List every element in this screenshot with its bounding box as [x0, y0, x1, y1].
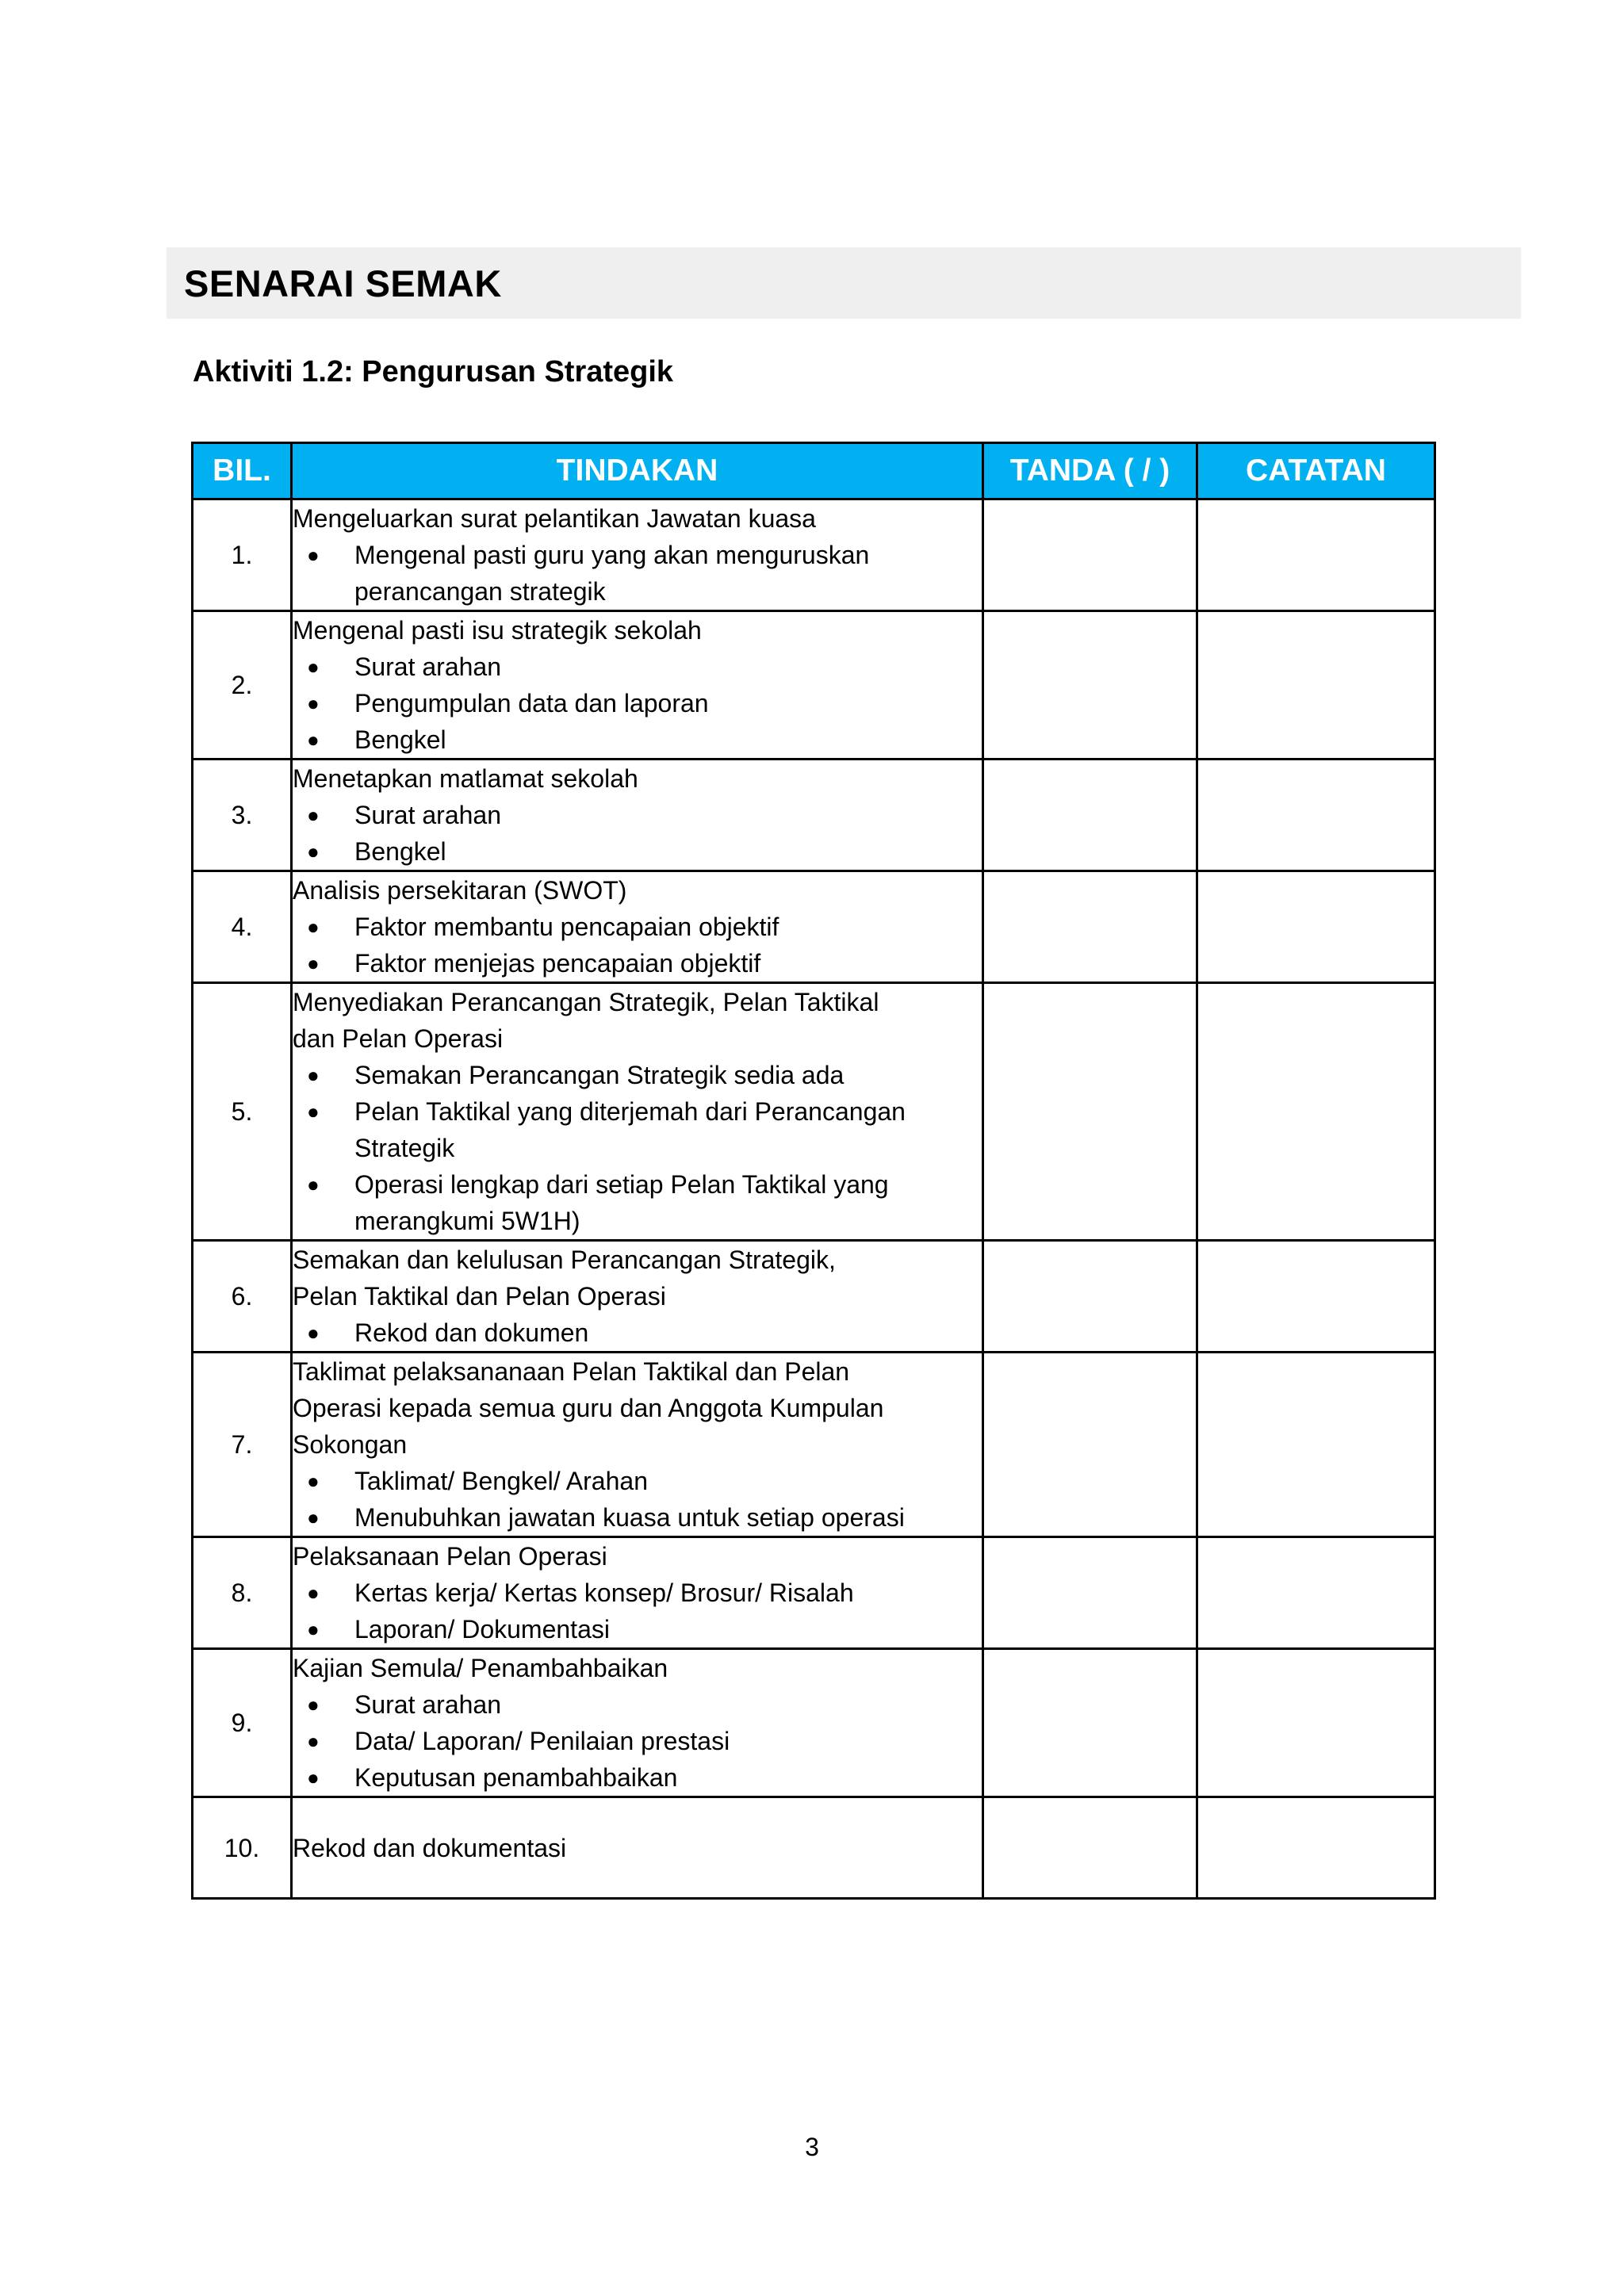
catatan-cell[interactable] — [1197, 983, 1435, 1241]
bullet-icon: ● — [307, 543, 320, 567]
tanda-cell[interactable] — [983, 1241, 1197, 1353]
page-title: SENARAI SEMAK — [184, 262, 502, 304]
tanda-cell[interactable] — [983, 499, 1197, 611]
checklist-table — [191, 442, 1436, 1900]
bullet-text: Pengumpulan data dan laporan — [354, 689, 709, 718]
header-catatan: CATATAN — [1197, 443, 1435, 499]
action-cell — [292, 1241, 983, 1353]
catatan-cell[interactable] — [1197, 1649, 1435, 1797]
table-row — [193, 760, 1435, 871]
bullet-icon: ● — [307, 915, 320, 939]
row-number: 7. — [193, 1353, 292, 1537]
header-tindakan: TINDAKAN — [292, 443, 983, 499]
tanda-cell[interactable] — [983, 871, 1197, 983]
list-item — [293, 1759, 982, 1796]
bullet-text: Semakan Perancangan Strategik sedia ada — [354, 1061, 845, 1089]
bullet-text: Rekod dan dokumen — [354, 1318, 589, 1347]
action-text: Sokongan — [293, 1430, 408, 1459]
table-row — [193, 499, 1435, 611]
bullet-text: Surat arahan — [354, 652, 502, 681]
action-bullet-list — [293, 537, 982, 610]
bullet-text: Pelan Taktikal yang diterjemah dari Perancangan Strategik — [354, 1097, 906, 1162]
bullet-icon: ● — [307, 1063, 320, 1087]
title-band — [167, 247, 1521, 319]
bullet-icon: ● — [307, 1729, 320, 1753]
action-text: Rekod dan dokumentasi — [293, 1833, 567, 1862]
action-cell — [292, 499, 983, 611]
bullet-text: Laporan/ Dokumentasi — [354, 1615, 610, 1644]
action-text: Pelaksanaan Pelan Operasi — [293, 1542, 607, 1571]
action-cell — [292, 760, 983, 871]
table-row — [193, 1649, 1435, 1797]
bullet-text: Surat arahan — [354, 1690, 502, 1719]
row-number: 8. — [193, 1537, 292, 1649]
row-number: 2. — [193, 611, 292, 760]
catatan-cell[interactable] — [1197, 611, 1435, 760]
bullet-text: Taklimat/ Bengkel/ Arahan — [354, 1467, 648, 1495]
list-item — [293, 721, 982, 758]
action-text: Menyediakan Perancangan Strategik, Pelan Taktikal — [293, 988, 879, 1016]
catatan-cell[interactable] — [1197, 499, 1435, 611]
bullet-icon: ● — [307, 1581, 320, 1605]
table-row — [193, 871, 1435, 983]
action-bullet-list — [293, 1057, 982, 1239]
list-item — [293, 1499, 982, 1536]
tanda-cell[interactable] — [983, 760, 1197, 871]
action-text: Menetapkan matlamat sekolah — [293, 764, 638, 793]
action-cell — [292, 983, 983, 1241]
table-row — [193, 1797, 1435, 1899]
page-number: 3 — [805, 2133, 819, 2161]
list-item — [293, 1611, 982, 1647]
bullet-text: Faktor menjejas pencapaian objektif — [354, 949, 761, 978]
bullet-icon: ● — [307, 1173, 320, 1196]
header-row — [193, 443, 1435, 499]
action-cell — [292, 1537, 983, 1649]
table-row — [193, 1353, 1435, 1537]
table-row — [193, 1241, 1435, 1353]
bullet-text: Bengkel — [354, 837, 446, 866]
catatan-cell[interactable] — [1197, 871, 1435, 983]
row-number: 9. — [193, 1649, 292, 1797]
row-number: 1. — [193, 499, 292, 611]
action-text: Kajian Semula/ Penambahbaikan — [293, 1654, 668, 1682]
row-number: 4. — [193, 871, 292, 983]
list-item — [293, 1093, 982, 1166]
list-item — [293, 649, 982, 685]
bullet-icon: ● — [307, 1321, 320, 1345]
action-text: Pelan Taktikal dan Pelan Operasi — [293, 1282, 666, 1311]
action-bullet-list — [293, 1575, 982, 1647]
action-cell — [292, 1797, 983, 1899]
row-number: 3. — [193, 760, 292, 871]
tanda-cell[interactable] — [983, 1649, 1197, 1797]
bullet-icon: ● — [307, 1100, 320, 1123]
bullet-icon: ● — [307, 728, 320, 752]
list-item — [293, 1166, 982, 1239]
tanda-cell[interactable] — [983, 1353, 1197, 1537]
bullet-icon: ● — [307, 840, 320, 863]
header-tanda: TANDA ( / ) — [983, 443, 1197, 499]
bullet-icon: ● — [307, 1469, 320, 1493]
bullet-icon: ● — [307, 655, 320, 679]
action-text: Operasi kepada semua guru dan Anggota Kumpulan — [293, 1394, 884, 1422]
action-bullet-list — [293, 1686, 982, 1796]
list-item — [293, 1463, 982, 1499]
bullet-icon: ● — [307, 803, 320, 827]
row-number: 5. — [193, 983, 292, 1241]
tanda-cell[interactable] — [983, 1797, 1197, 1899]
row-number: 10. — [193, 1797, 292, 1899]
bullet-icon: ● — [307, 1693, 320, 1716]
action-text: Analisis persekitaran (SWOT) — [293, 876, 627, 905]
list-item — [293, 1686, 982, 1723]
bullet-text: Bengkel — [354, 725, 446, 754]
action-text: Mengeluarkan surat pelantikan Jawatan kuasa — [293, 504, 816, 533]
catatan-cell[interactable] — [1197, 1797, 1435, 1899]
bullet-icon: ● — [307, 1617, 320, 1641]
list-item — [293, 1314, 982, 1351]
action-bullet-list — [293, 649, 982, 758]
row-number: 6. — [193, 1241, 292, 1353]
list-item — [293, 1723, 982, 1759]
bullet-icon: ● — [307, 1506, 320, 1529]
action-bullet-list — [293, 1314, 982, 1351]
bullet-text: Menubuhkan jawatan kuasa untuk setiap operasi — [354, 1503, 905, 1532]
list-item — [293, 833, 982, 870]
list-item — [293, 1057, 982, 1093]
catatan-cell[interactable] — [1197, 1241, 1435, 1353]
action-cell — [292, 611, 983, 760]
bullet-icon: ● — [307, 691, 320, 715]
action-cell — [292, 871, 983, 983]
activity-subtitle: Aktiviti 1.2: Pengurusan Strategik — [193, 355, 674, 388]
bullet-text: Keputusan penambahbaikan — [354, 1763, 678, 1792]
action-cell — [292, 1649, 983, 1797]
action-bullet-list — [293, 1463, 982, 1536]
list-item — [293, 945, 982, 982]
action-text: dan Pelan Operasi — [293, 1024, 504, 1053]
bullet-text: Data/ Laporan/ Penilaian prestasi — [354, 1727, 730, 1755]
bullet-text: Operasi lengkap dari setiap Pelan Taktikal yang merangkumi 5W1H) — [354, 1170, 889, 1235]
list-item — [293, 537, 982, 610]
action-bullet-list — [293, 909, 982, 982]
list-item — [293, 685, 982, 721]
table-row — [193, 983, 1435, 1241]
table-row — [193, 1537, 1435, 1649]
list-item — [293, 1575, 982, 1611]
list-item — [293, 797, 982, 833]
catatan-cell[interactable] — [1197, 1537, 1435, 1649]
action-text: Semakan dan kelulusan Perancangan Strategik, — [293, 1246, 836, 1274]
action-text: Mengenal pasti isu strategik sekolah — [293, 616, 702, 645]
catatan-cell[interactable] — [1197, 1353, 1435, 1537]
tanda-cell[interactable] — [983, 983, 1197, 1241]
list-item — [293, 909, 982, 945]
bullet-text: Kertas kerja/ Kertas konsep/ Brosur/ Risalah — [354, 1578, 854, 1607]
bullet-text: Surat arahan — [354, 801, 502, 829]
catatan-cell[interactable] — [1197, 760, 1435, 871]
bullet-text: Faktor membantu pencapaian objektif — [354, 913, 779, 941]
action-text: Taklimat pelaksananaan Pelan Taktikal dan Pelan — [293, 1357, 850, 1386]
action-cell — [292, 1353, 983, 1537]
tanda-cell[interactable] — [983, 1537, 1197, 1649]
bullet-icon: ● — [307, 1766, 320, 1789]
header-bil: BIL. — [193, 443, 292, 499]
table-row — [193, 611, 1435, 760]
bullet-icon: ● — [307, 951, 320, 975]
action-bullet-list — [293, 797, 982, 870]
bullet-text: Mengenal pasti guru yang akan menguruskan perancangan strategik — [354, 541, 870, 606]
tanda-cell[interactable] — [983, 611, 1197, 760]
